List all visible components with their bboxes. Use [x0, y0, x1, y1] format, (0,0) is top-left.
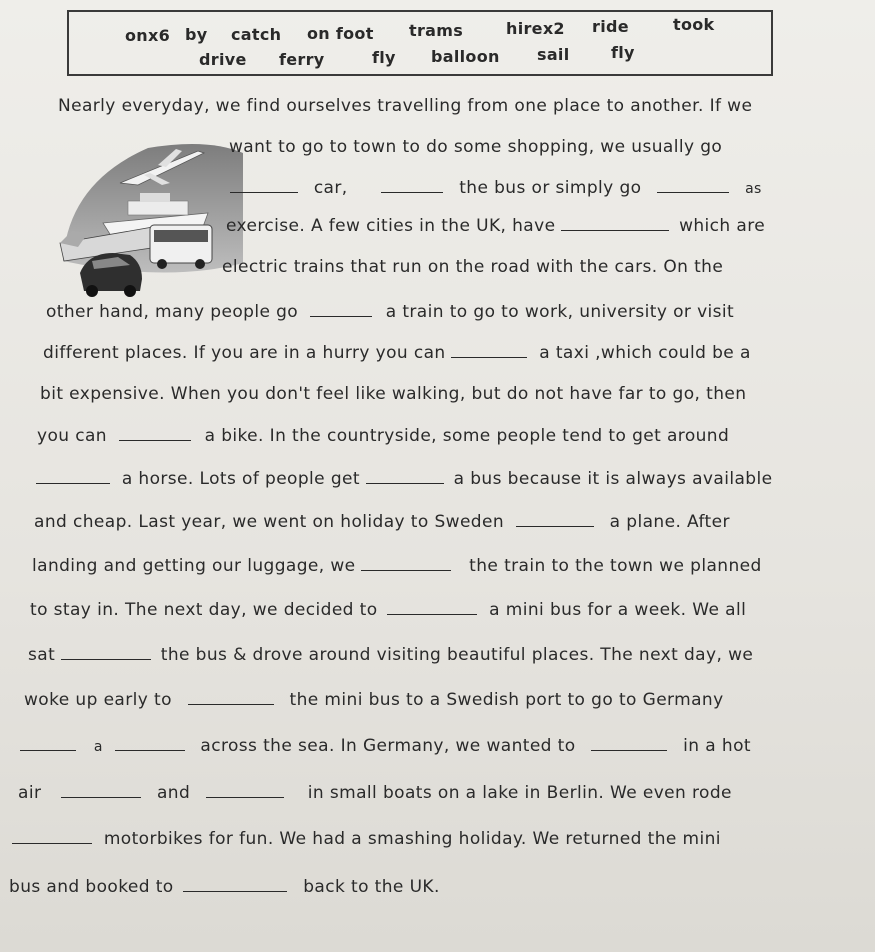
fill-in-blank[interactable]: [183, 890, 287, 892]
word-bank-item: ride: [592, 17, 629, 36]
text-segment: across the sea. In Germany, we wanted to: [200, 736, 576, 756]
word-bank-item: balloon: [431, 47, 500, 66]
fill-in-blank[interactable]: [387, 613, 477, 615]
word-bank-item: fly: [611, 43, 635, 62]
text-segment: the bus or simply go: [459, 178, 642, 198]
text-segment: as: [745, 181, 762, 197]
text-line: [43, 343, 751, 363]
text-line: [20, 736, 751, 756]
text-line: [229, 137, 722, 157]
word-bank-item: trams: [409, 21, 464, 40]
fill-in-blank[interactable]: [20, 749, 76, 751]
text-segment: different places. If you are in a hurry you can: [43, 343, 446, 363]
fill-in-blank[interactable]: [451, 356, 527, 358]
fill-in-blank[interactable]: [310, 315, 372, 317]
text-line: [222, 257, 723, 277]
text-segment: you can: [37, 426, 107, 446]
text-segment: back to the UK.: [303, 877, 440, 897]
fill-in-blank[interactable]: [366, 482, 444, 484]
fill-in-blank[interactable]: [12, 842, 92, 844]
fill-in-blank[interactable]: [61, 658, 151, 660]
word-bank-item: drive: [199, 50, 247, 69]
text-segment: the train to the town we planned: [469, 556, 762, 576]
text-segment: a taxi ,which could be a: [539, 343, 751, 363]
text-segment: electric trains that run on the road with the cars. On the: [222, 257, 724, 277]
fill-in-blank[interactable]: [36, 482, 110, 484]
text-segment: in small boats on a lake in Berlin. We even rode: [307, 783, 732, 803]
text-line: [9, 877, 440, 897]
word-bank-item: ferry: [279, 50, 325, 69]
text-line: [36, 469, 772, 489]
text-segment: woke up early to: [24, 690, 172, 710]
text-segment: a bus because it is always available: [453, 469, 773, 489]
text-segment: a mini bus for a week. We all: [489, 600, 747, 620]
text-segment: other hand, many people go: [46, 302, 299, 322]
text-line: [32, 556, 762, 576]
fill-in-blank[interactable]: [591, 749, 667, 751]
fill-in-blank[interactable]: [206, 796, 284, 798]
text-line: [226, 216, 765, 236]
fill-in-blank[interactable]: [516, 525, 594, 527]
text-segment: and: [156, 783, 191, 803]
fill-in-blank[interactable]: [188, 703, 274, 705]
text-segment: bit expensive. When you don't feel like walking, but do not have far to go, then: [40, 384, 747, 404]
word-bank-item: by: [185, 25, 208, 44]
text-segment: landing and getting our luggage, we: [32, 556, 356, 576]
text-segment: Nearly everyday, we find ourselves travelling from one place to another. If we: [58, 96, 753, 116]
text-line: [34, 512, 730, 532]
text-line: [46, 302, 734, 322]
text-segment: which are: [679, 216, 766, 236]
text-segment: bus and booked to: [9, 877, 174, 897]
fill-in-blank[interactable]: [381, 191, 443, 193]
text-segment: air: [18, 783, 42, 803]
word-bank-item: took: [673, 15, 715, 34]
text-segment: a: [93, 739, 103, 755]
text-line: [30, 600, 746, 620]
text-segment: a horse. Lots of people get: [121, 469, 360, 489]
word-bank-item: on foot: [307, 24, 374, 43]
text-segment: car,: [313, 178, 348, 198]
word-bank-item: sail: [537, 45, 570, 64]
text-segment: exercise. A few cities in the UK, have: [226, 216, 556, 236]
fill-in-blank[interactable]: [115, 749, 185, 751]
fill-in-blank[interactable]: [657, 191, 729, 193]
text-segment: sat: [28, 645, 56, 665]
fill-in-blank[interactable]: [361, 569, 451, 571]
text-segment: the mini bus to a Swedish port to go to Germany: [289, 690, 724, 710]
text-segment: a plane. After: [609, 512, 730, 532]
word-bank-item: onx6: [125, 26, 171, 45]
bus-icon: [150, 225, 212, 269]
text-line: [24, 690, 724, 710]
text-line: [230, 178, 762, 198]
transport-illustration: [58, 143, 243, 298]
word-bank-item: hirex2: [506, 19, 565, 38]
fill-in-blank[interactable]: [119, 439, 191, 441]
word-bank-item: fly: [372, 48, 396, 67]
text-line: [28, 645, 753, 665]
word-bank-box: [67, 10, 773, 76]
text-segment: a train to go to work, university or visit: [385, 302, 735, 322]
text-segment: a bike. In the countryside, some people tend to get around: [204, 426, 730, 446]
fill-in-blank[interactable]: [230, 191, 298, 193]
text-line: [40, 384, 746, 404]
fill-in-blank[interactable]: [61, 796, 141, 798]
text-segment: motorbikes for fun. We had a smashing holiday. We returned the mini: [103, 829, 721, 849]
text-segment: the bus & drove around visiting beautiful places. The next day, we: [160, 645, 754, 665]
text-line: [12, 829, 721, 849]
text-line: [37, 426, 729, 446]
fill-in-blank[interactable]: [561, 229, 669, 231]
text-segment: and cheap. Last year, we went on holiday to Sweden: [34, 512, 505, 532]
text-line: [58, 96, 752, 116]
text-line: [18, 783, 732, 803]
word-bank-item: catch: [231, 25, 282, 44]
text-segment: want to go to town to do some shopping, we usually go: [229, 137, 723, 157]
text-segment: in a hot: [683, 736, 751, 756]
text-segment: to stay in. The next day, we decided to: [30, 600, 378, 620]
